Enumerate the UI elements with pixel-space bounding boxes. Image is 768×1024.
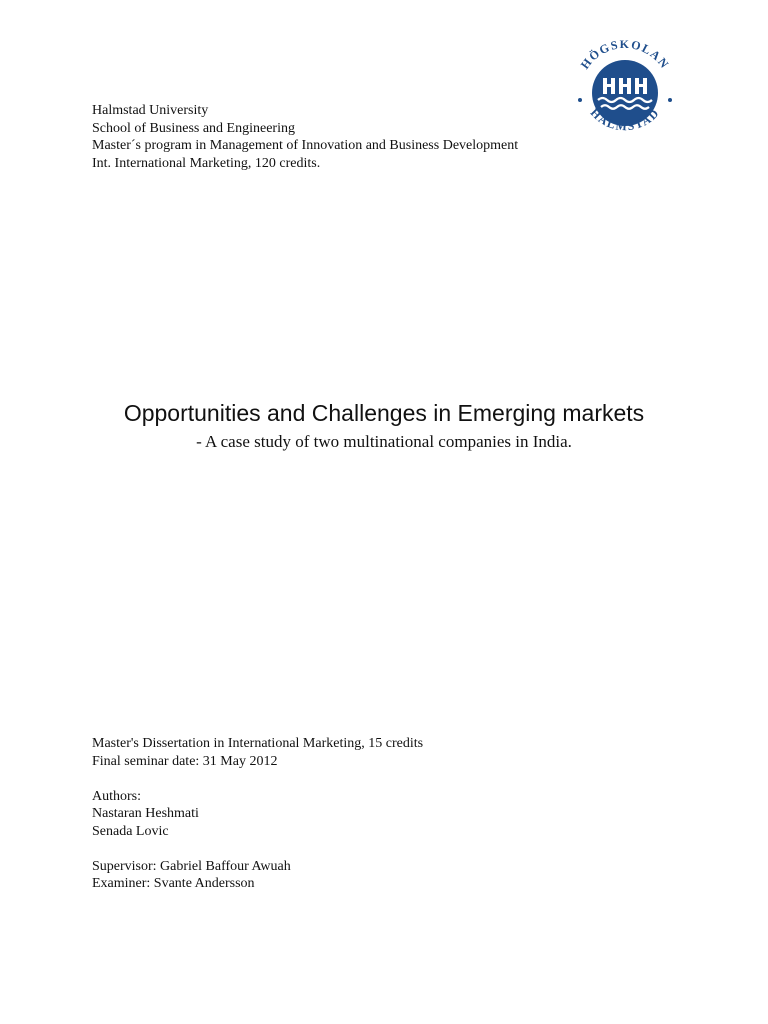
program-name: Master´s program in Management of Innovation and Business Development [92, 138, 519, 153]
supervisor-line: Supervisor: Gabriel Baffour Awuah [92, 858, 291, 874]
logo-bottom-text: HALMSTAD [587, 105, 663, 134]
seminar-date: Final seminar date: 31 May 2012 [92, 753, 278, 769]
logo-dot-left [578, 98, 582, 102]
school-name: School of Business and Engineering [92, 120, 295, 136]
author-name: Senada Lovic [92, 823, 169, 839]
document-title: Opportunities and Challenges in Emerging markets [123, 400, 645, 426]
institution-header [92, 102, 518, 172]
university-logo [570, 28, 680, 158]
university-name: Halmstad University [92, 103, 209, 118]
specialization: Int. International Marketing, 120 credits. [92, 155, 321, 171]
document-meta [92, 735, 423, 893]
authors-label: Authors: [92, 788, 141, 804]
author-name: Nastaran Heshmati [92, 806, 199, 821]
dissertation-line: Master's Dissertation in International Marketing, 15 credits [92, 736, 424, 751]
logo-top-text: HÖGSKOLAN [577, 36, 673, 72]
document-subtitle: - A case study of two multinational companies in India. [196, 432, 572, 451]
examiner-line: Examiner: Svante Andersson [92, 876, 255, 891]
logo-dot-right [668, 98, 672, 102]
